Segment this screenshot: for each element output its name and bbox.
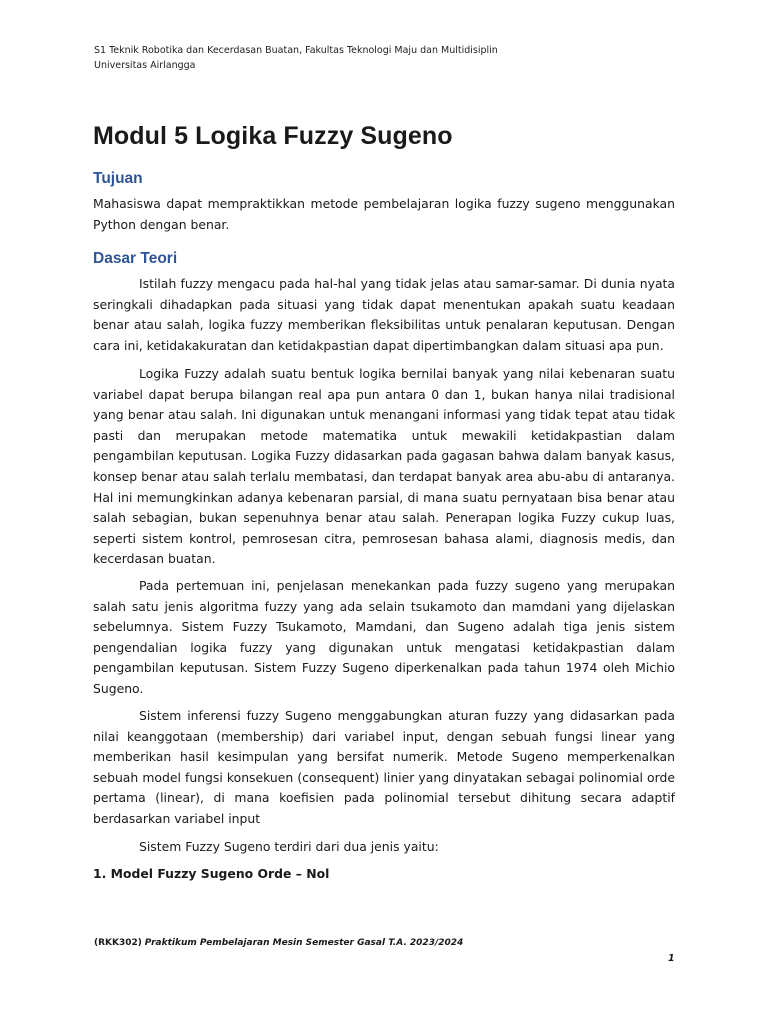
dasar-teori-paragraph-1: Istilah fuzzy mengacu pada hal-hal yang tidak jelas atau samar-samar. Di dunia nyata seringkali dihadapkan pada situasi yang tidak dapat menentukan apakah suatu keadaan benar atau salah, logika fuzzy memberikan fleksibilitas untuk penalaran keputusan. Dengan cara ini, ketidakakuratan dan ketidakpastian dapat dipertimbangkan dalam situasi apa pun. [93,276,675,353]
dasar-teori-paragraph-4: Sistem inferensi fuzzy Sugeno menggabungkan aturan fuzzy yang didasarkan pada nilai keanggotaan (membership) dari variabel input, dengan sebuah fungsi linear yang memberikan hasil kesimpulan yang bersifat numerik. Metode Sugeno memperkenalkan sebuah model fungsi konsekuen (consequent) linier yang dinyatakan sebagai polinomial orde pertama (linear), di mana koefisien pada polinomial tersebut dihitung secara adaptif berdasarkan variabel input [93,708,675,826]
tujuan-paragraph: Mahasiswa dapat mempraktikkan metode pembelajaran logika fuzzy sugeno menggunakan Python dengan benar. [93,196,675,232]
page-footer [94,938,463,948]
section-heading-dasar-teori: Dasar Teori [93,250,178,267]
page-header [94,43,498,73]
dasar-teori-paragraph-3: Pada pertemuan ini, penjelasan menekankan pada fuzzy sugeno yang merupakan salah satu jenis algoritma fuzzy yang ada selain tsukamoto dan mamdani yang dijelaskan sebelumnya. Sistem Fuzzy Tsukamoto, Mamdani, dan Sugeno adalah tiga jenis sistem pengendalian logika fuzzy yang digunakan untuk mengatasi ketidakpastian dalam pengambilan keputusan. Sistem Fuzzy Sugeno diperkenalkan pada tahun 1974 oleh Michio Sugeno. [93,578,675,696]
dasar-teori-paragraph-2: Logika Fuzzy adalah suatu bentuk logika bernilai banyak yang nilai kebenaran suatu variabel dapat berupa bilangan real apa pun antara 0 dan 1, bukan hanya nilai tradisional yang benar atau salah. Ini digunakan untuk menangani informasi yang tidak tepat atau tidak pasti dan merupakan metode matematika untuk mewakili ketidakpastian dalam pengambilan keputusan. Logika Fuzzy didasarkan pada gagasan bahwa dalam banyak kasus, konsep benar atau salah terlalu membatasi, dan terdapat banyak area abu-abu di antaranya. Hal ini memungkinkan adanya kebenaran parsial, di mana suatu pernyataan bisa benar atau salah sebagian, bukan sepenuhnya benar atau salah. Penerapan logika Fuzzy cukup luas, seperti sistem kontrol, pemrosesan citra, pemrosesan bahasa alami, diagnosis medis, dan kecerdasan buatan. [93,366,675,567]
footer-course-code: (RKK302) [94,938,142,948]
header-faculty-line: S1 Teknik Robotika dan Kecerdasan Buatan, Fakultas Teknologi Maju dan Multidisiplin [94,45,498,56]
page-number: 1 [668,953,675,964]
footer-course-title: Praktikum Pembelajaran Mesin Semester Gasal T.A. 2023/2024 [144,938,464,948]
header-university-line: Universitas Airlangga [94,60,196,71]
page-title: Modul 5 Logika Fuzzy Sugeno [93,122,453,150]
subheading-sugeno-orde-nol: 1. Model Fuzzy Sugeno Orde – Nol [93,866,330,881]
section-heading-tujuan: Tujuan [93,170,143,187]
dasar-teori-paragraph-5: Sistem Fuzzy Sugeno terdiri dari dua jenis yaitu: [139,839,439,854]
